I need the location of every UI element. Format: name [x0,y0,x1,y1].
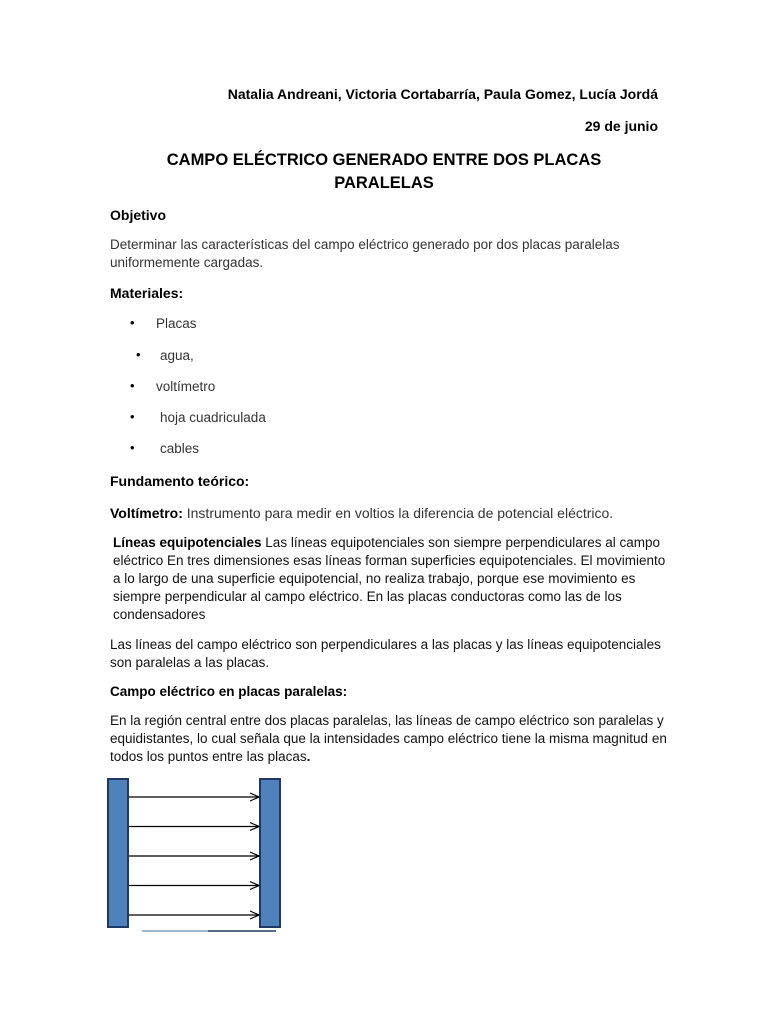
bullet-icon: • [130,440,135,455]
campo-text: En la región central entre dos placas paralelas, las líneas de campo eléctrico son paralelas y equidistantes, lo cual señala que la intensidades campo eléctrico tiene la misma magnitud en todos los puntos entre las placas [110,713,667,764]
bullet-icon: • [130,315,135,330]
voltimetro-paragraph [110,504,670,522]
lineas-term: Líneas equipotenciales [113,535,262,550]
document-title [110,149,658,195]
objetivo-text: Determinar las características del campo eléctrico generado por dos placas paralelas uniformemente cargadas. [110,237,620,270]
lineas-definition: Las líneas equipotenciales son siempre perpendiculares al campo eléctrico En tres dimensiones esas líneas forman superficies equipotenciales. El movimiento a lo largo de una superficie equipotencial, no realiza trabajo, porque ese movimiento es siempre perpendicular al campo eléctrico. En las placas conductoras como las de los condensadores [113,535,666,622]
title-line-1: CAMPO ELÉCTRICO GENERADO ENTRE DOS PLACAS [166,151,602,169]
bullet-icon: • [130,409,135,424]
lineas-paragraph [113,534,671,624]
date-line: 29 de junio [584,118,658,134]
lineas-campo-paragraph: Las líneas del campo eléctrico son perpendiculares a las placas y las líneas equipotenciales son paralelas a las placas. [110,637,661,670]
campo-text-end: . [306,749,311,764]
parallel-plates-figure [104,776,294,936]
authors-line: Natalia Andreani, Victoria Cortabarría, Paula Gomez, Lucía Jordá [227,86,658,102]
campo-paragraph [110,712,670,766]
bullet-icon: • [136,347,141,362]
voltimetro-definition: Instrumento para medir en voltios la diferencia de potencial eléctrico. [182,505,614,521]
campo-heading: Campo eléctrico en placas paralelas: [110,684,348,699]
objetivo-heading: Objetivo [110,207,167,223]
title-line-2: PARALELAS [334,174,434,192]
fundamento-heading: Fundamento teórico: [110,473,250,489]
left-plate [108,779,128,927]
bullet-icon: • [130,378,135,393]
field-lines [129,797,259,915]
right-plate [260,779,280,927]
voltimetro-term: Voltímetro: [110,505,183,521]
materiales-heading: Materiales: [110,285,184,301]
document-page: Natalia Andreani, Victoria Cortabarría, Paula Gomez, Lucía Jordá 29 de junio CAMPO ELÉCTRICO GENERADO ENTRE DOS PLACAS PARALELAS Objetivo Determinar las características del campo eléctrico generado por dos placas paralelas uniformemente cargadas. Materiales: • Placas • agua, • voltímetro • hoja cuadriculada • cables Fundamento teórico: Voltímetro: Instrumento para medir en voltios la diferencia de potencial eléctrico. Líneas equipotenciales Las líneas equipotenciales son siempre perpendiculares al campo eléctrico En tres dimensiones esas líneas forman superficies equipotenciales. El movimiento a lo largo de una superficie equipotencial, no realiza trabajo, porque ese movimiento es siempre perpendicular al campo eléctrico. En las placas conductoras como las de los condensadores Las líneas del campo eléctrico son perpendiculares a las placas y las líneas equipotenciales son paralelas a las placas. Campo eléctrico en placas paralelas: En la región central entre dos placas paralelas, las líneas de campo eléctrico son paralelas y equidistantes, lo cual señala que la intensidades campo eléctrico tiene la misma magnitud en todos los puntos entre las placas. [0,0,768,1024]
